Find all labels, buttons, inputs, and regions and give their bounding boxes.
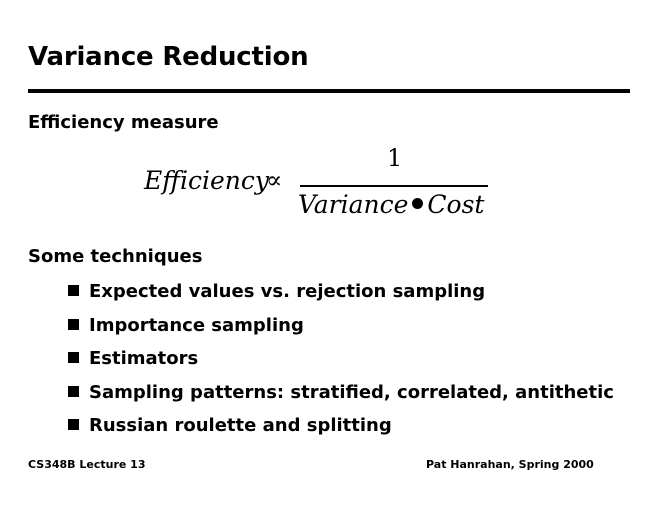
list-item: [68, 312, 614, 346]
square-bullet-icon: [68, 352, 79, 363]
multiply-dot-icon: [412, 198, 423, 209]
efficiency-heading: Efficiency measure: [28, 112, 219, 133]
list-item: [68, 412, 614, 446]
list-item-label: Russian roulette and splitting: [89, 415, 392, 436]
efficiency-formula: [140, 140, 500, 230]
square-bullet-icon: [68, 285, 79, 296]
proportional-symbol: ∝: [266, 166, 283, 194]
denominator-cost: Cost: [427, 190, 485, 219]
fraction-bar: [300, 185, 488, 187]
techniques-list: [68, 278, 614, 446]
list-item-label: Sampling patterns: stratified, correlated, antithetic: [89, 381, 614, 403]
slide-title: Variance Reduction: [28, 42, 309, 72]
square-bullet-icon: [68, 386, 79, 397]
title-divider: [28, 89, 630, 93]
formula-lhs: Efficiency: [144, 166, 269, 195]
formula-denominator: [298, 190, 484, 219]
techniques-heading: Some techniques: [28, 246, 203, 267]
footer-course: CS348B Lecture 13: [28, 458, 146, 471]
list-item: [68, 379, 614, 413]
list-item-label: Expected values vs. rejection sampling: [89, 281, 486, 302]
formula-numerator: 1: [387, 144, 403, 172]
square-bullet-icon: [68, 319, 79, 330]
square-bullet-icon: [68, 419, 79, 430]
list-item: [68, 278, 614, 312]
denominator-variance: Variance: [298, 190, 409, 219]
footer-author: Pat Hanrahan, Spring 2000: [426, 458, 594, 471]
list-item-label: Importance sampling: [89, 314, 304, 336]
list-item-label: Estimators: [89, 348, 199, 369]
list-item: [68, 345, 614, 379]
